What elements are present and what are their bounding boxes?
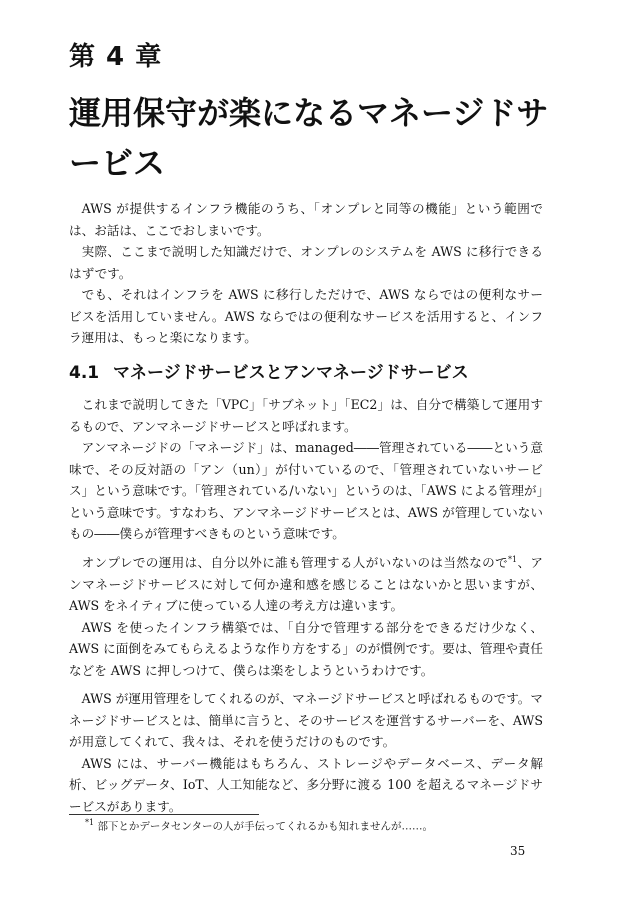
intro-block: [69, 198, 543, 349]
paragraph-text-part: オンプレでの運用は、自分以外に誰も管理する人がいないのは当然なので: [81, 555, 509, 571]
paragraph-text-part: 、アンマネージドサービスに対して何か違和感を感じることはないかと思いますが、AWS をネイティブに使っている人達の考え方は違います。: [69, 555, 543, 614]
intro-paragraph-3: でも、それはインフラを AWS に移行しただけで、AWS ならではの便利なサービスを活用していません。AWS ならではの便利なサービスを活用すると、インフラ運用は、もっと楽になります。: [69, 287, 543, 345]
paragraph-service-count: AWS には、サーバー機能はもちろん、ストレージやデータベース、データ解析、ビッグデータ、IoT、人工知能など、多分野に渡る 100 を超えるマネージドサービスがあります。: [69, 755, 543, 814]
footnote-reference: *1: [508, 555, 518, 564]
section-title: マネージドサービスとアンマネージドサービス: [113, 363, 469, 383]
section-block-1: [69, 394, 543, 545]
intro-paragraph-1: AWS が提供するインフラ機能のうち、「オンプレと同等の機能」という範囲では、お話は、ここでおしまいです。: [69, 201, 543, 238]
footnote: [85, 818, 433, 834]
chapter-label: 第 4 章: [69, 42, 163, 72]
paragraph-aws-practice: AWS を使ったインフラ構築では、「自分で管理する部分をできるだけ少なく、AWS に面倒をみてもらえるような作り方をする」のが慣例です。要は、管理や責任などを AWS に押しつけて、僕らは楽をしようというわけです。: [69, 619, 543, 678]
paragraph-unmanaged-definition: これまで説明してきた「VPC」「サブネット」「EC2」は、自分で構築して運用するもので、アンマネージドサービスと呼ばれます。: [69, 397, 543, 434]
paragraph-managed-meaning: アンマネージドの「マネージド」は、managed――管理されている――という意味で、その反対語の「アン（un）」が付いているので、「管理されていないサービス」という意味です。「管理されている/いない」というのは、「AWS による管理が」という意味です。すなわち、アンマネージドサービスとは、AWS が管理していないもの――僕らが管理すべきものという意味です。: [69, 440, 543, 541]
paragraph-managed-service: AWS が運用管理をしてくれるのが、マネージドサービスと呼ばれるものです。マネージドサービスとは、簡単に言うと、そのサービスを運営するサーバーを、AWS が用意してくれて、我々は、それを使うだけのものです。: [69, 691, 543, 749]
footnote-text: 部下とかデータセンターの人が手伝ってくれるかも知れませんが……。: [97, 820, 434, 833]
page-number: 35: [510, 844, 526, 858]
section-block-3: [69, 688, 543, 817]
footnote-divider: [69, 814, 259, 815]
chapter-title: 運用保守が楽になるマネージドサービス: [69, 94, 549, 182]
section-number: 4.1: [69, 363, 100, 383]
paragraph-onprem-operation: [69, 549, 543, 617]
intro-paragraph-2: 実際、ここまで説明した知識だけで、オンプレのシステムを AWS に移行できるはずです。: [69, 244, 543, 281]
section-block-2: [69, 549, 543, 681]
section-heading: [69, 358, 469, 383]
footnote-mark: *1: [85, 818, 95, 827]
